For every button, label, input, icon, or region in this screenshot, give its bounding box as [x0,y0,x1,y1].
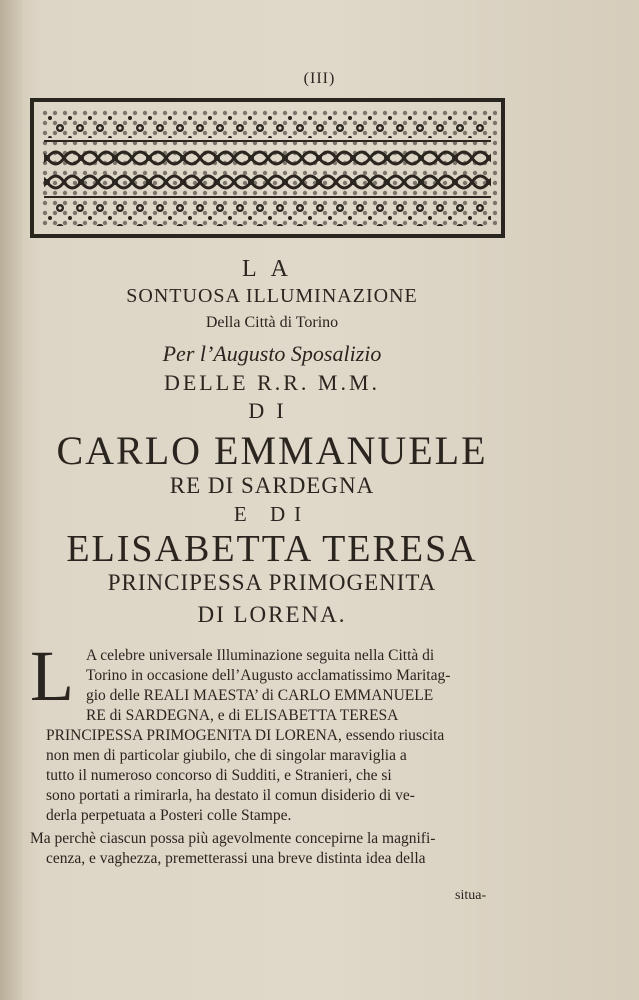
body-line: sono portati a rimirarla, ha destato il comun disiderio di ve- [46,787,415,804]
page-gutter-edge [0,0,22,1000]
title-sontuosa: SONTUOSA ILLUMINAZIONE [126,285,418,307]
title-principessa: PRINCIPESSA PRIMOGENITA [107,570,437,595]
body-line: PRINCIPESSA PRIMOGENITA DI LORENA, essendo riuscita [46,727,445,744]
catchword: situa- [455,888,487,903]
ornament-headpiece [30,98,505,238]
body-line: RE di SARDEGNA, e di ELISABETTA TERESA [86,707,399,724]
title-citta: Della Città di Torino [205,314,339,331]
title-elisabetta: ELISABETTA TERESA [66,528,478,570]
title-lorena: DI LORENA. [197,602,347,627]
title-carlo: CARLO EMMANUELE [56,428,488,473]
body-line: Torino in occasione dell’Augusto acclamatissimo Maritag- [86,667,451,684]
body-line: tutto il numeroso concorso di Sudditi, e Stranieri, che si [46,767,392,784]
body-line: cenza, e vaghezza, premetterassi una breve distinta idea della [46,850,426,867]
page-number: (III) [303,70,336,87]
body-line: non men di particolar giubilo, che di singolar maraviglia a [46,747,407,764]
body-line: A celebre universale Illuminazione seguita nella Città di [86,647,435,664]
body-line: derla perpetuata a Posteri colle Stampe. [46,807,292,824]
drop-cap: L [30,636,74,716]
title-e-di: E DI [233,502,311,526]
title-re: RE DI SARDEGNA [169,473,375,498]
title-di: DI [248,398,296,423]
title-delle: DELLE R.R. M.M. [163,370,381,395]
title-sposalizio: Per l’Augusto Sposalizio [162,341,382,366]
body-line: gio delle REALI MAESTA’ di CARLO EMMANUELE [86,687,434,704]
body-line: Ma perchè ciascun possa più agevolmente concepirne la magnifi- [30,830,436,847]
title-article: LA [242,256,302,282]
